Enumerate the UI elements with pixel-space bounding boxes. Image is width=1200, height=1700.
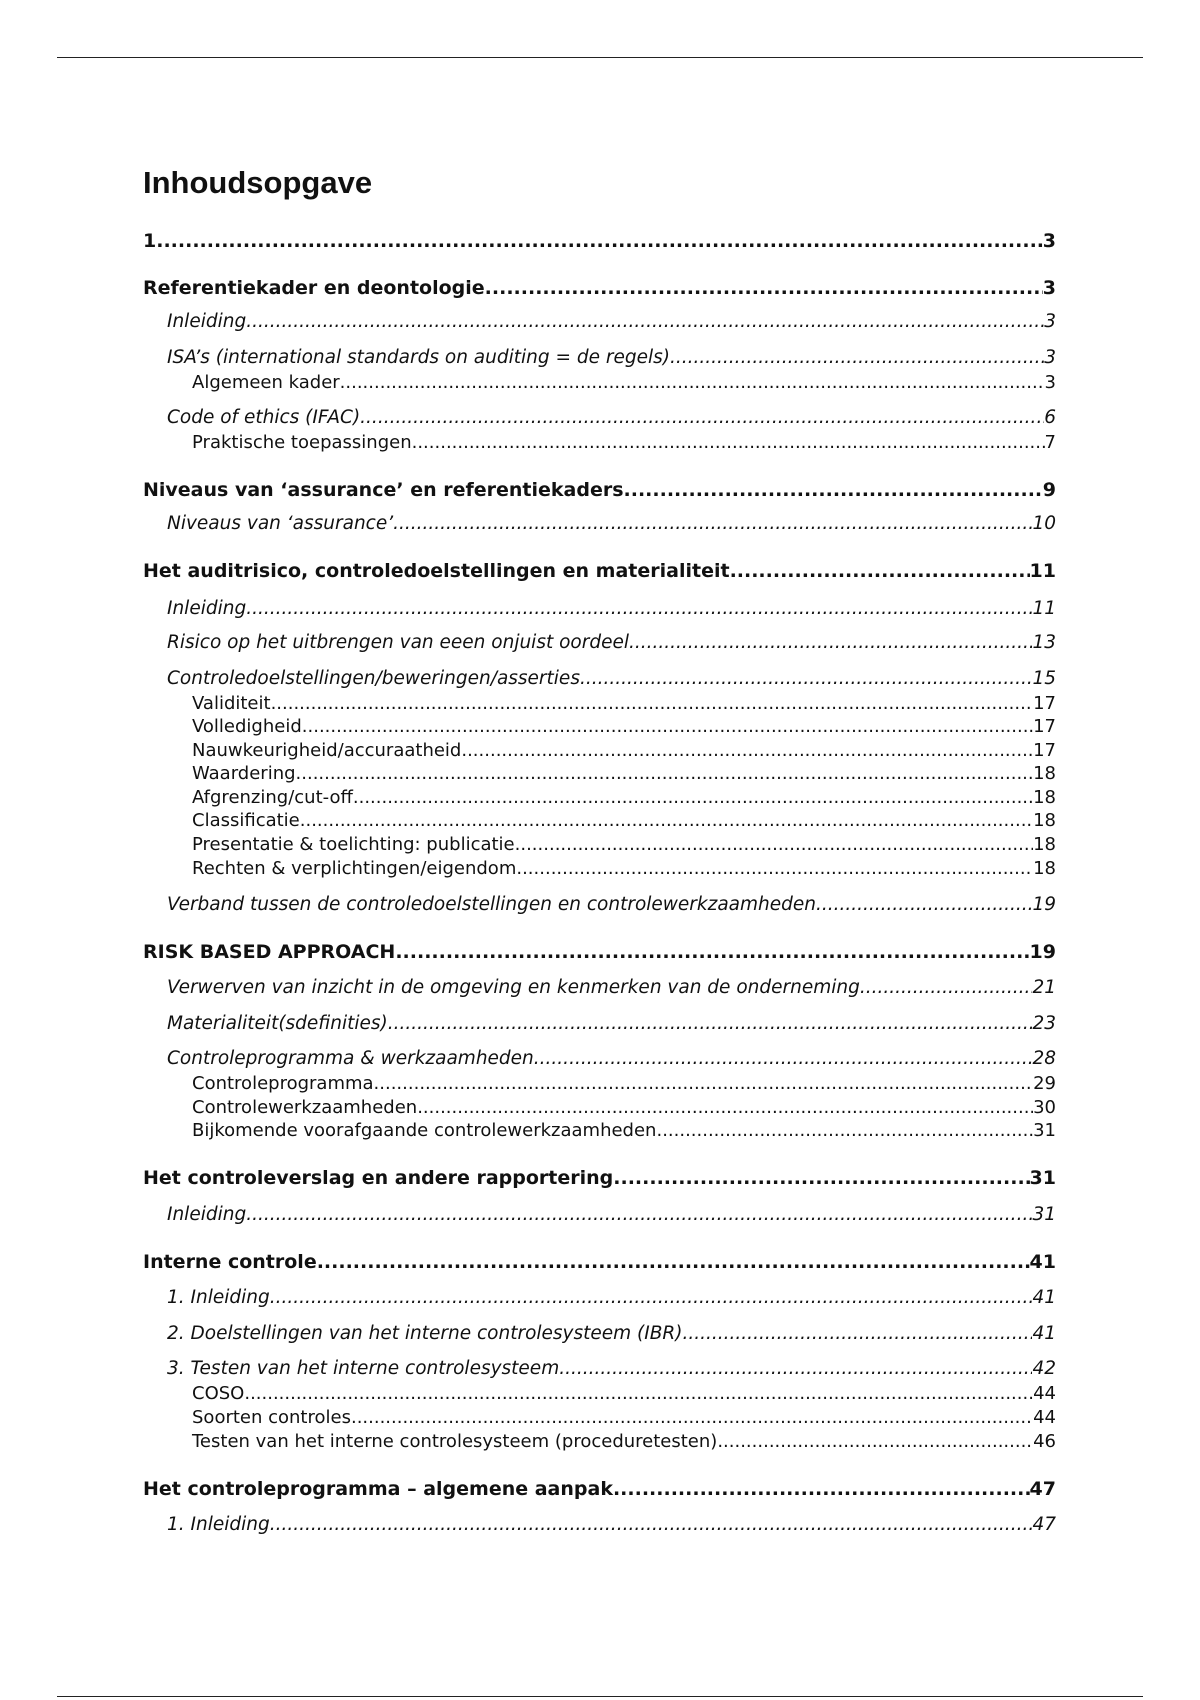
- toc-entry-label: Nauwkeurigheid/accuraatheid: [192, 740, 462, 761]
- toc-entry[interactable]: [143, 738, 1056, 762]
- toc-entry-label: Het controleprogramma – algemene aanpak: [143, 1478, 613, 1500]
- toc-entry-label: Inleiding: [167, 1204, 247, 1225]
- toc-dot-leader: [683, 1323, 1033, 1345]
- toc-dot-leader: [816, 894, 1032, 916]
- toc-entry-label: Inleiding: [167, 311, 247, 332]
- toc-dot-leader: [393, 513, 1032, 535]
- toc-dot-leader: [559, 1358, 1032, 1380]
- toc-entry-label: 1: [143, 230, 157, 252]
- toc-dot-leader: [340, 372, 1045, 394]
- toc-entry-label: 3. Testen van het interne controlesysteem: [167, 1358, 560, 1379]
- toc-entry[interactable]: [143, 832, 1056, 856]
- toc-entry-label: Soorten controles: [192, 1407, 351, 1428]
- toc-entry-page: 18: [1033, 834, 1056, 855]
- toc-entry-label: Inleiding: [167, 598, 247, 619]
- toc-entry[interactable]: [143, 558, 1056, 582]
- toc-entry-page: 19: [1029, 941, 1056, 963]
- toc-entry[interactable]: [143, 1165, 1056, 1189]
- toc-entry-label: Controleprogramma: [192, 1073, 374, 1094]
- toc-entry-label: Het controleverslag en andere rapportering: [143, 1167, 614, 1189]
- toc-entry-page: 46: [1033, 1431, 1056, 1452]
- toc-entry-page: 17: [1033, 716, 1056, 737]
- toc-entry[interactable]: [143, 1381, 1056, 1405]
- toc-entry-page: 41: [1032, 1287, 1056, 1308]
- toc-entry[interactable]: [143, 1405, 1056, 1429]
- toc-dot-leader: [302, 716, 1033, 738]
- toc-entry[interactable]: [143, 630, 1056, 654]
- toc-dot-leader: [417, 1097, 1033, 1119]
- toc-entry-label: 1. Inleiding: [167, 1514, 270, 1535]
- toc-entry[interactable]: [143, 761, 1056, 785]
- toc-entry-label: Verwerven van inzicht in de omgeving en kenmerken van de onderneming: [167, 977, 860, 998]
- toc-entry[interactable]: [143, 856, 1056, 880]
- toc-dot-leader: [730, 560, 1030, 582]
- toc-dot-leader: [246, 1204, 1032, 1226]
- toc-entry-page: 18: [1033, 787, 1056, 808]
- toc-entry-page: 18: [1033, 763, 1056, 784]
- toc-entry-page: 42: [1032, 1358, 1056, 1379]
- toc-dot-leader: [246, 598, 1032, 620]
- toc-dot-leader: [156, 230, 1043, 252]
- toc-entry-page: 10: [1032, 513, 1056, 534]
- toc-dot-leader: [353, 787, 1033, 809]
- toc-entry-page: 18: [1033, 810, 1056, 831]
- toc-entry-label: Presentatie & toelichting: publicatie: [192, 834, 515, 855]
- toc-entry-label: Referentiekader en deontologie: [143, 277, 485, 299]
- toc-dot-leader: [613, 1478, 1030, 1500]
- toc-entry-label: Waardering: [192, 763, 296, 784]
- toc-dot-leader: [515, 834, 1033, 856]
- toc-entry-label: COSO: [192, 1383, 245, 1404]
- toc-entry-label: RISK BASED APPROACH: [143, 941, 396, 963]
- toc-entry[interactable]: [143, 596, 1056, 620]
- toc-entry-page: 19: [1032, 894, 1056, 915]
- toc-entry[interactable]: [143, 1046, 1056, 1070]
- toc-entry[interactable]: [143, 1356, 1056, 1380]
- toc-entry-page: 47: [1032, 1514, 1056, 1535]
- toc-entry-page: 18: [1033, 858, 1056, 879]
- toc-dot-leader: [534, 1048, 1033, 1070]
- toc-entry[interactable]: [143, 1429, 1056, 1453]
- toc-dot-leader: [717, 1431, 1033, 1453]
- toc-dot-leader: [351, 1407, 1033, 1429]
- toc-dot-leader: [670, 347, 1044, 369]
- toc-entry-page: 17: [1033, 740, 1056, 761]
- toc-dot-leader: [296, 763, 1034, 785]
- toc-entry-page: 11: [1029, 560, 1056, 582]
- toc-entry-page: 29: [1033, 1073, 1056, 1094]
- toc-entry-label: Interne controle: [143, 1251, 317, 1273]
- toc-entry-label: Algemeen kader: [192, 372, 340, 393]
- toc-entry[interactable]: [143, 714, 1056, 738]
- toc-entry-page: 31: [1032, 1204, 1056, 1225]
- toc-entry-page: 23: [1032, 1013, 1056, 1034]
- toc-entry[interactable]: [143, 1202, 1056, 1226]
- toc-entry-label: Niveaus van ‘assurance’: [167, 513, 394, 534]
- toc-dot-leader: [360, 407, 1044, 429]
- toc-title: Inhoudsopgave: [143, 165, 373, 200]
- toc-entry-label: Afgrenzing/cut-off: [192, 787, 353, 808]
- toc-entry[interactable]: [143, 370, 1056, 394]
- toc-entry-page: 7: [1044, 432, 1056, 453]
- toc-dot-leader: [461, 740, 1033, 762]
- toc-entry-label: Code of ethics (IFAC): [167, 407, 361, 428]
- toc-entry-page: 3: [1042, 230, 1056, 252]
- toc-entry-page: 6: [1044, 407, 1056, 428]
- toc-entry-label: Volledigheid: [192, 716, 302, 737]
- toc-entry[interactable]: [143, 1011, 1056, 1035]
- toc-entry-label: Rechten & verplichtingen/eigendom: [192, 858, 517, 879]
- toc-entry[interactable]: [143, 405, 1056, 429]
- toc-dot-leader: [388, 1013, 1033, 1035]
- toc-entry[interactable]: [143, 1249, 1056, 1273]
- toc-entry[interactable]: [143, 1512, 1056, 1536]
- toc-entry[interactable]: [143, 228, 1056, 252]
- toc-entry[interactable]: [143, 975, 1056, 999]
- toc-entry-label: Materialiteit(sdefinities): [167, 1013, 388, 1034]
- toc-entry-label: ISA’s (international standards on auditing = de regels): [167, 347, 670, 368]
- toc-entry-label: Bijkomende voorafgaande controlewerkzaamheden: [192, 1120, 657, 1141]
- toc-entry-label: Niveaus van ‘assurance’ en referentiekaders: [143, 479, 624, 501]
- toc-entry-page: 3: [1042, 277, 1056, 299]
- toc-dot-leader: [516, 858, 1033, 880]
- toc-entry-page: 17: [1033, 693, 1056, 714]
- toc-entry-page: 9: [1042, 479, 1056, 501]
- toc-entry-label: 1. Inleiding: [167, 1287, 270, 1308]
- toc-entry[interactable]: [143, 1071, 1056, 1095]
- toc-entry-page: 31: [1029, 1167, 1056, 1189]
- toc-entry-label: Praktische toepassingen: [192, 432, 412, 453]
- toc-entry[interactable]: [143, 691, 1056, 715]
- toc-dot-leader: [271, 693, 1034, 715]
- toc-entry-label: Classificatie: [192, 810, 300, 831]
- toc-dot-leader: [656, 1120, 1033, 1142]
- toc-entry-page: 3: [1044, 311, 1056, 332]
- toc-entry[interactable]: [143, 345, 1056, 369]
- toc-entry[interactable]: [143, 892, 1056, 916]
- toc-entry-page: 3: [1044, 347, 1056, 368]
- toc-entry-page: 13: [1032, 632, 1056, 653]
- toc-entry-page: 31: [1033, 1120, 1056, 1141]
- toc-dot-leader: [300, 810, 1033, 832]
- toc-dot-leader: [270, 1287, 1033, 1309]
- toc-entry-page: 41: [1029, 1251, 1056, 1273]
- footer-rule: [57, 1696, 1143, 1697]
- toc-dot-leader: [860, 977, 1033, 999]
- toc-entry-label: Risico op het uitbrengen van eeen onjuist oordeel: [167, 632, 629, 653]
- toc-dot-leader: [624, 479, 1043, 501]
- toc-entry-page: 30: [1033, 1097, 1056, 1118]
- toc-entry[interactable]: [143, 511, 1056, 535]
- toc-entry[interactable]: [143, 1095, 1056, 1119]
- toc-entry[interactable]: [143, 808, 1056, 832]
- toc-dot-leader: [485, 277, 1043, 299]
- toc-entry[interactable]: [143, 666, 1056, 690]
- toc-entry-page: 3: [1044, 372, 1056, 393]
- toc-entry-page: 47: [1029, 1478, 1056, 1500]
- toc-entry[interactable]: [143, 1285, 1056, 1309]
- toc-entry-page: 44: [1033, 1383, 1056, 1404]
- toc-entry-page: 41: [1032, 1323, 1056, 1344]
- toc-dot-leader: [613, 1167, 1029, 1189]
- toc-entry-page: 11: [1032, 598, 1056, 619]
- toc-entry[interactable]: [143, 1118, 1056, 1142]
- toc-dot-leader: [374, 1073, 1034, 1095]
- toc-entry-label: Testen van het interne controlesysteem (proceduretesten): [192, 1431, 718, 1452]
- toc-entry[interactable]: [143, 477, 1056, 501]
- toc-entry[interactable]: [143, 430, 1056, 454]
- toc-dot-leader: [629, 632, 1032, 654]
- toc-entry-label: 2. Doelstellingen van het interne controlesysteem (IBR): [167, 1323, 683, 1344]
- toc-entry[interactable]: [143, 1321, 1056, 1345]
- toc-entry-label: Controledoelstellingen/beweringen/asserties: [167, 668, 580, 689]
- toc-entry-page: 21: [1032, 977, 1056, 998]
- toc-entry[interactable]: [143, 309, 1056, 333]
- toc-entry-page: 28: [1032, 1048, 1056, 1069]
- toc-entry-label: Verband tussen de controledoelstellingen en controlewerkzaamheden: [167, 894, 816, 915]
- toc-entry-label: Controlewerkzaamheden: [192, 1097, 418, 1118]
- toc-entry-label: Het auditrisico, controledoelstellingen en materialiteit: [143, 560, 730, 582]
- toc-entry[interactable]: [143, 939, 1056, 963]
- toc-dot-leader: [580, 668, 1033, 690]
- table-of-contents: [143, 0, 1056, 1700]
- toc-entry-label: Validiteit: [192, 693, 271, 714]
- toc-dot-leader: [395, 941, 1029, 963]
- toc-entry[interactable]: [143, 785, 1056, 809]
- toc-entry-page: 44: [1033, 1407, 1056, 1428]
- toc-entry[interactable]: [143, 1476, 1056, 1500]
- toc-entry-label: Controleprogramma & werkzaamheden: [167, 1048, 534, 1069]
- toc-dot-leader: [244, 1383, 1033, 1405]
- toc-dot-leader: [246, 311, 1044, 333]
- toc-dot-leader: [412, 432, 1045, 454]
- toc-entry-page: 15: [1032, 668, 1056, 689]
- toc-dot-leader: [317, 1251, 1030, 1273]
- toc-entry[interactable]: [143, 275, 1056, 299]
- toc-dot-leader: [270, 1514, 1033, 1536]
